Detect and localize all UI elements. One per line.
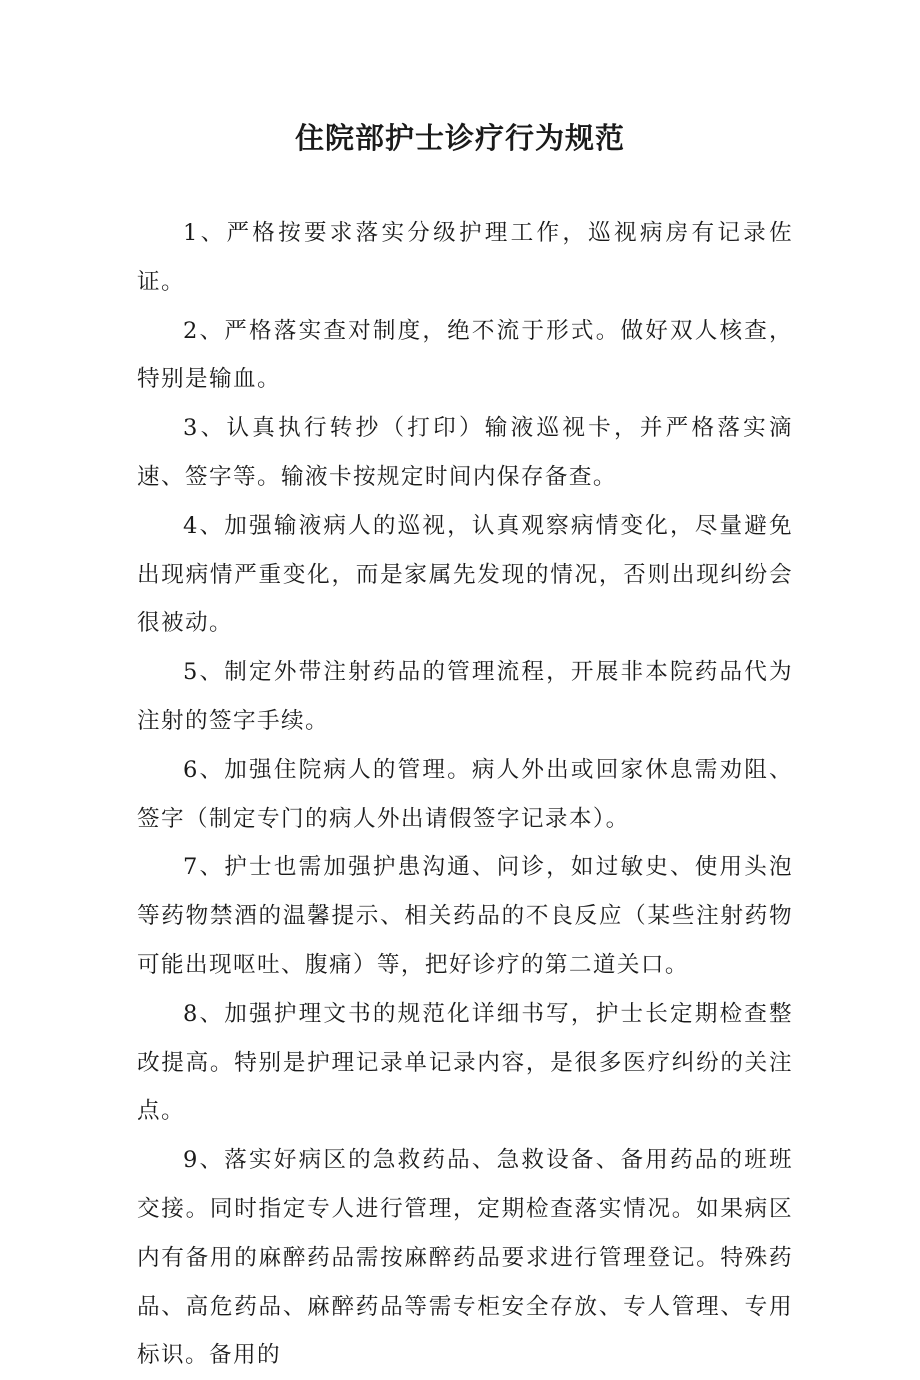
paragraph-5: 5、制定外带注射药品的管理流程，开展非本院药品代为注射的签字手续。 [137,659,793,734]
paragraph-9: 9、落实好病区的急救药品、急救设备、备用药品的班班交接。同时指定专人进行管理，定期检查落实情况。如果病区内有备用的麻醉药品需按麻醉药品要求进行管理登记。特殊药品、高危药品、麻醉药品等需专柜安全存放、专人管理、专用标识。备用的 [137,1147,793,1369]
paragraph-4: 4、加强输液病人的巡视，认真观察病情变化，尽量避免出现病情严重变化，而是家属先发现的情况，否则出现纠纷会很被动。 [137,512,793,637]
page-title: 住院部护士诊疗行为规范 [294,121,625,155]
document-body [137,209,793,1380]
paragraph-8: 8、加强护理文书的规范化详细书写，护士长定期检查整改提高。特别是护理记录单记录内容，是很多医疗纠纷的关注点。 [137,1000,793,1125]
paragraph-6: 6、加强住院病人的管理。病人外出或回家休息需劝阻、签字（制定专门的病人外出请假签字记录本）。 [137,756,793,832]
paragraph-7: 7、护士也需加强护患沟通、问诊，如过敏史、使用头泡等药物禁酒的温馨提示、相关药品的不良反应（某些注射药物可能出现呕吐、腹痛）等，把好诊疗的第二道关口。 [137,854,793,978]
paragraph-1: 1、严格按要求落实分级护理工作，巡视病房有记录佐证。 [137,220,793,295]
paragraph-2: 2、严格落实查对制度，绝不流于形式。做好双人核查，特别是输血。 [137,317,793,393]
paragraph-3: 3、认真执行转抄（打印）输液巡视卡，并严格落实滴速、签字等。输液卡按规定时间内保存备查。 [137,415,793,490]
